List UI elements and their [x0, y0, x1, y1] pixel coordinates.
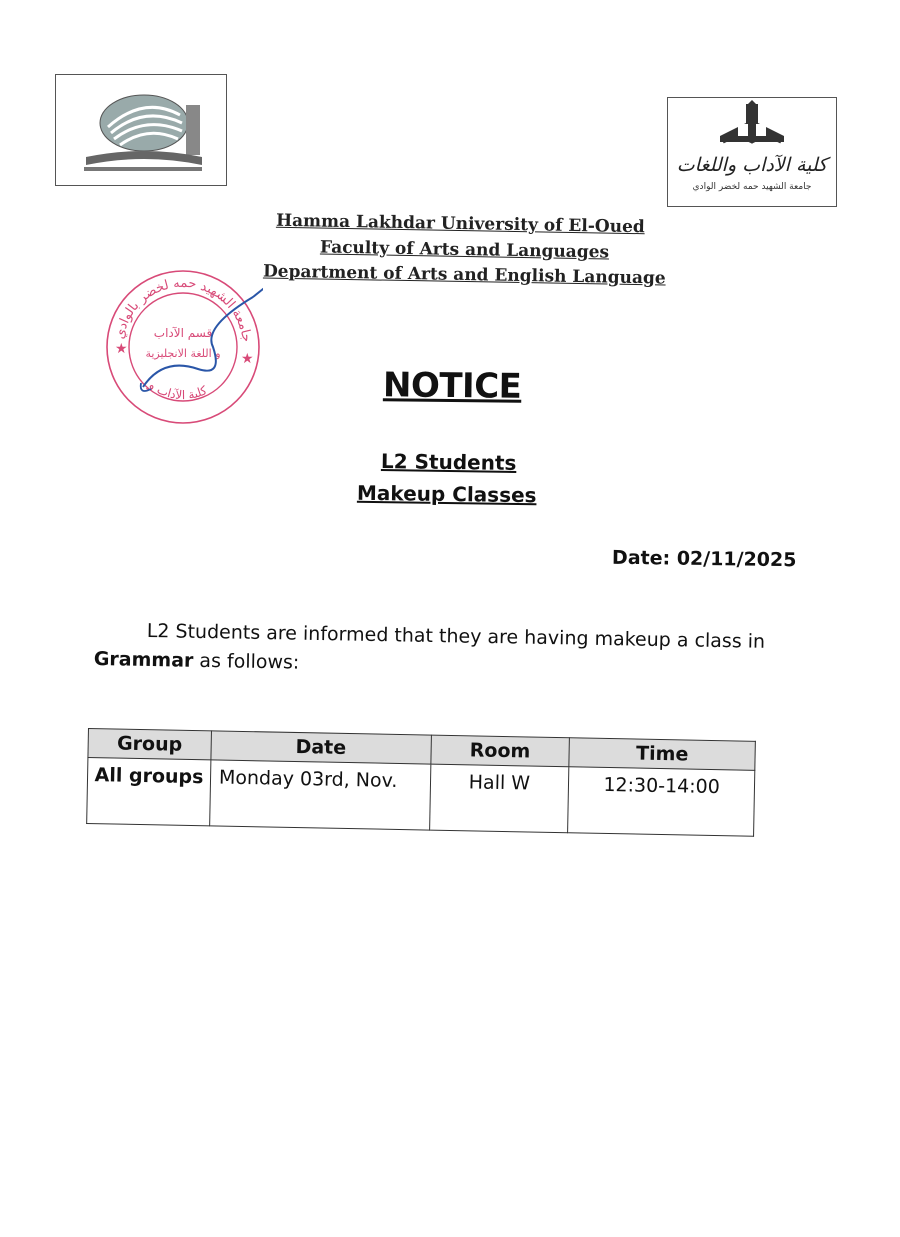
stamp-inner-line1: قسم الآداب	[153, 326, 213, 340]
cell-time: 12:30-14:00	[568, 767, 755, 837]
faculty-logo-text: كلية الآداب واللغات	[676, 154, 828, 176]
table-row	[87, 758, 755, 837]
faculty-logo	[667, 97, 837, 207]
faculty-logo-subtext: جامعة الشهيد حمه لخضر الوادي	[692, 182, 812, 192]
stamp-bottom-text: كلية الآداب و	[146, 377, 210, 403]
university-name: Hamma Lakhdar University of El-Oued	[275, 210, 645, 238]
schedule-table	[86, 728, 756, 833]
stamp-inner-line2: و اللغة الانجليزية	[145, 347, 221, 360]
svg-text:★: ★	[115, 341, 128, 357]
notice-body-line1: L2 Students are informed that they are having makeup a class in	[146, 620, 766, 653]
cell-room: Hall W	[429, 764, 569, 833]
body-line2-rest: as follows:	[193, 649, 300, 674]
notice-title: NOTICE	[382, 365, 522, 407]
svg-text:★: ★	[241, 351, 254, 367]
header-group: Group	[88, 729, 211, 760]
cell-date: Monday 03rd, Nov.	[210, 760, 431, 830]
svg-text:كلية الآداب و	[145, 377, 209, 402]
subject-name: Grammar	[93, 648, 194, 672]
stamp-icon	[103, 267, 263, 427]
notice-date: Date: 02/11/2025	[611, 546, 797, 572]
cell-group: All groups	[87, 758, 211, 826]
header-date: Date	[211, 731, 431, 764]
header-time: Time	[569, 738, 755, 771]
university-logo-icon	[56, 75, 226, 185]
notice-subtitle-audience: L2 Students	[380, 449, 517, 475]
header-room: Room	[430, 735, 569, 767]
stamp-outer-text: جامعة الشهيد حمه لخضر بالوادي	[112, 275, 254, 344]
faculty-name: Faculty of Arts and Languages	[319, 237, 610, 263]
department-stamp	[103, 267, 263, 427]
department-name: Department of Arts and English Language	[262, 261, 666, 289]
university-logo	[55, 74, 227, 186]
notice-body-line2	[94, 648, 300, 674]
notice-subtitle-topic: Makeup Classes	[356, 480, 537, 508]
